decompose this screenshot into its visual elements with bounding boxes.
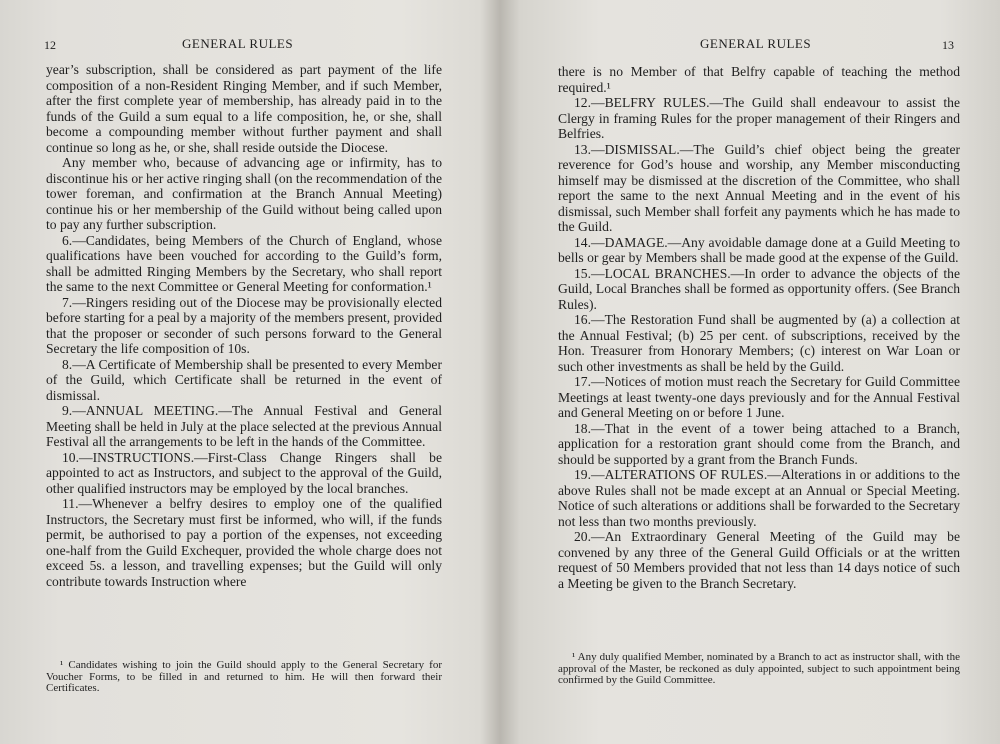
rule-17: 17.—Notices of motion must reach the Secretary for Guild Committee Meetings at least twenty-one days previously and for the Annual Festival and General Meeting on or before 1 June. [558,374,960,420]
rule-15: 15.—LOCAL BRANCHES.—In order to advance the objects of the Guild, Local Branches shall be formed as opportunity offers. (See Branch Rules). [558,265,960,312]
rule-7: 7.—Ringers residing out of the Diocese may be provisionally elected before starting for a peal by a majority of the members present, provided that the proposer or seconder of such persons forward to the General Secretary the life composition of 10s. [46,294,442,356]
paragraph-continuation: there is no Member of that Belfry capable of teaching the method required.¹ [558,64,960,95]
rule-20: 20.—An Extraordinary General Meeting of the Guild may be convened by any three of the General Guild Officials or at the written request of 50 Members provided that not less than 14 days notice of such a Meeting be given to the Branch Secretary. [558,529,960,591]
running-header-left: GENERAL RULES [182,36,294,51]
rule-10: 10.—INSTRUCTIONS.—First-Class Change Ringers shall be appointed to act as Instructors, and subject to the approval of the Guild, other qualified instructors may be employed by the local branches. [46,449,442,496]
rule-13: 13.—DISMISSAL.—The Guild’s chief object being the greater reverence for God’s house and worship, any Member misconducting himself may be dismissed at the discretion of the Committee, who shall report the same to the next Annual Meeting and in the event of his dismissal, such Member shall forfeit any payments which he has made to the Guild. [558,141,960,234]
rule-9: 9.—ANNUAL MEETING.—The Annual Festival and General Meeting shall be held in July at the place selected at the previous Annual Festival all the arrangements to be left in the hands of the Committee. [46,403,442,449]
rule-16: 16.—The Restoration Fund shall be augmented by (a) a collection at the Annual Festival; (b) 25 per cent. of subscriptions, received by the Hon. Treasurer from Honorary Members; (c) interest on War Loan or such other investments as shall be held by the Guild. [558,312,960,374]
rule-6: 6.—Candidates, being Members of the Church of England, whose qualifications have been vouched for according to the Guild’s form, shall be admitted Ringing Members by the Secretary, who shall report the same to the next Committee or General Meeting for conformation.¹ [46,232,442,294]
paragraph-member-infirmity: Any member who, because of advancing age or infirmity, has to discontinue his or her active ringing shall (on the recommendation of the tower foreman, and confirmation at the Branch Annual Meeting) continue his or her membership of the Guild without being called upon to pay any further subscription. [46,155,442,232]
right-footnote [558,652,960,687]
page-number-right: 13 [942,38,954,52]
page-number-left: 12 [44,38,56,52]
rule-18: 18.—That in the event of a tower being attached to a Branch, application for a restoration grant should come from the Branch, and should be supported by a grant from the Branch Funds. [558,420,960,467]
footnote-text: ¹ Any duly qualified Member, nominated by a Branch to act as instructor shall, with the approval of the Master, be reckoned as duly appointed, subject to such appointment being confirmed by the Guild Committee. [558,651,960,687]
footnote-text: ¹ Candidates wishing to join the Guild should apply to the General Secretary for Voucher Forms, to be filled in and returned to him. He will then forward their Certificates. [46,659,442,695]
left-page [0,0,496,744]
running-header-right: GENERAL RULES [700,36,812,51]
rule-14: 14.—DAMAGE.—Any avoidable damage done at a Guild Meeting to bells or gear by Members shall be made good at the expense of the Guild. [558,234,960,265]
rule-11: 11.—Whenever a belfry desires to employ one of the qualified Instructors, the Secretary must first be informed, who will, if the funds permit, be authorised to pay a portion of the expenses, not exceeding one-half from the Guild Exchequer, provided the whole charge does not exceed 5s. a lesson, and travelling expenses; but the Guild will only contribute towards Instruction where [46,496,442,589]
right-page-body [558,64,960,591]
left-page-body [46,62,442,589]
rule-19: 19.—ALTERATIONS OF RULES.—Alterations in or additions to the above Rules shall not be made except at an Annual or Special Meeting. Notice of such alterations or additions shall be forwarded to the Secretary not less than two months previously. [558,467,960,529]
rule-8: 8.—A Certificate of Membership shall be presented to every Member of the Guild, which Certificate shall be returned in the event of dismissal. [46,356,442,403]
paragraph-continuation: year’s subscription, shall be considered as part payment of the life composition of a non-Resident Ringing Member, and if such Member, after the first complete year of membership, has already paid in to the funds of the Guild a sum equal to a life composition, he, or she, shall become a compounding member without further payment and shall continue so long as he, or she, shall reside outside the Diocese. [46,62,442,155]
right-page [504,0,1000,744]
left-footnote [46,660,442,695]
rule-12: 12.—BELFRY RULES.—The Guild shall endeavour to assist the Clergy in framing Rules for the proper management of their Ringers and Belfries. [558,95,960,141]
